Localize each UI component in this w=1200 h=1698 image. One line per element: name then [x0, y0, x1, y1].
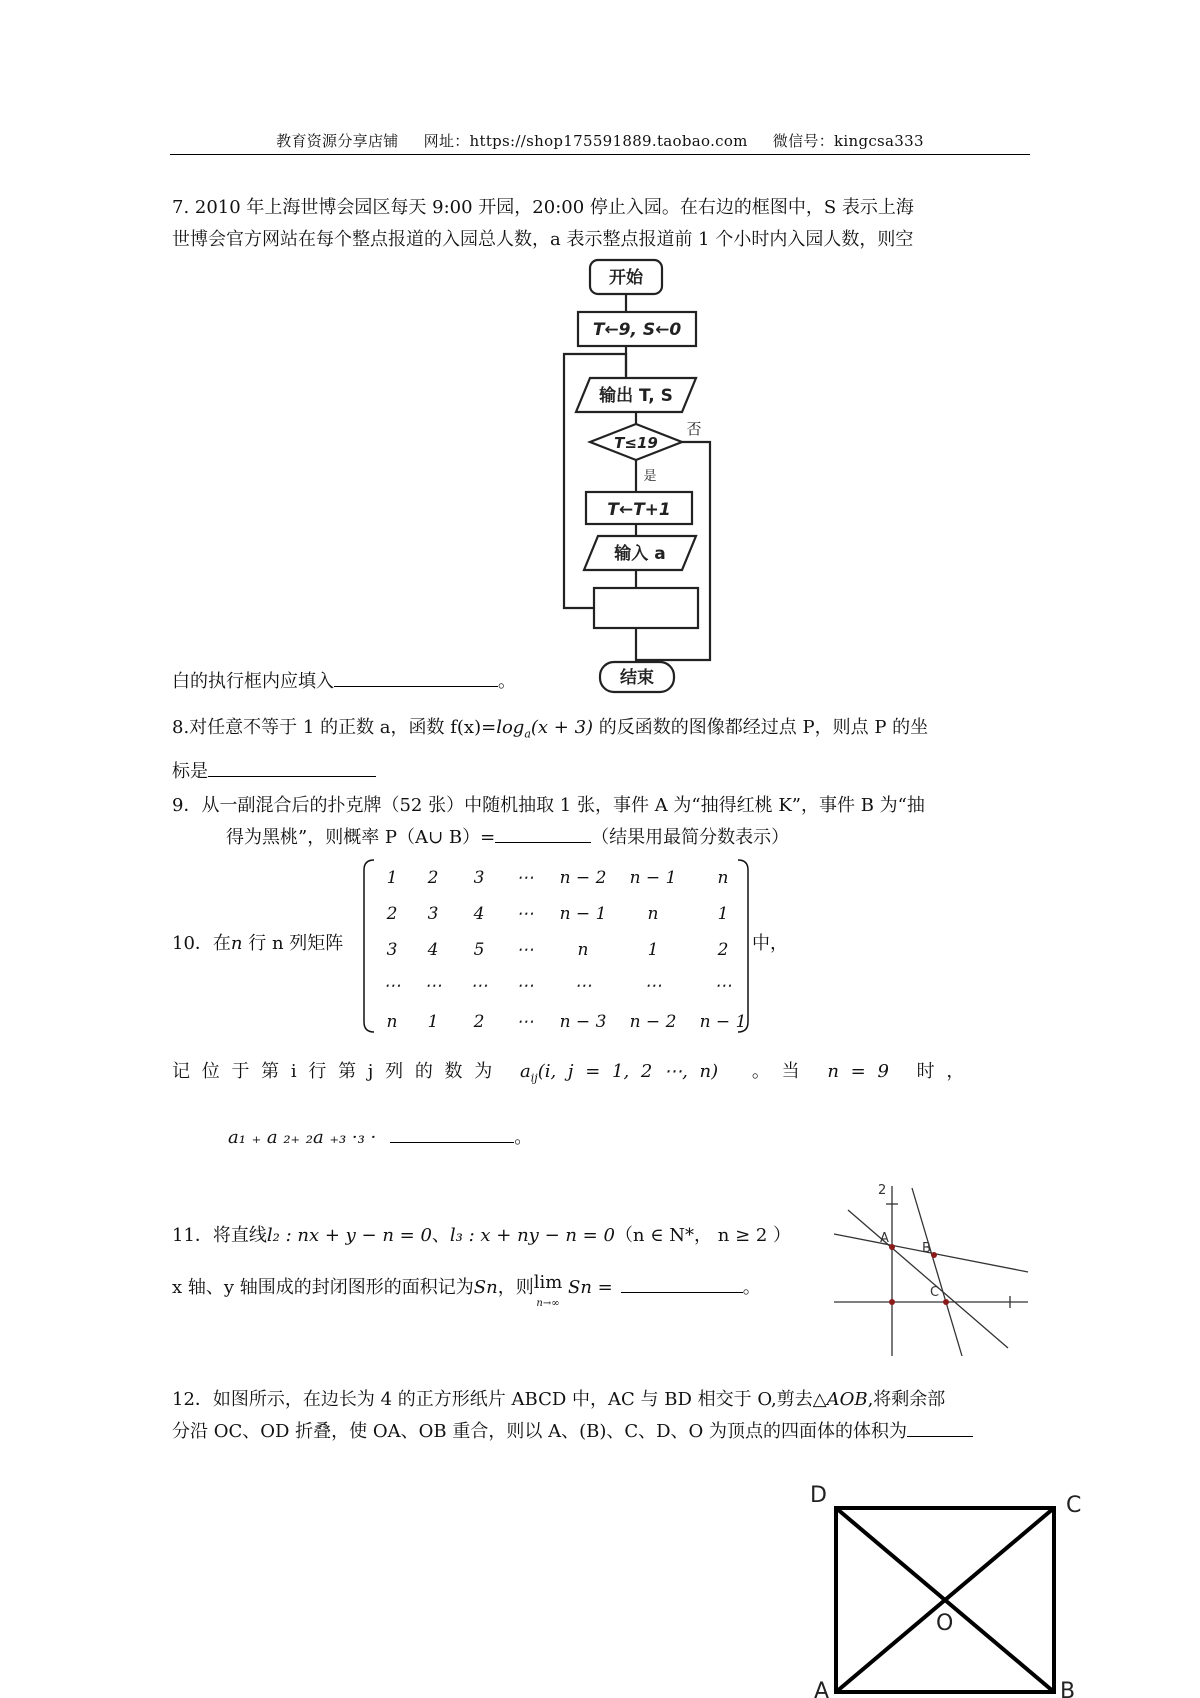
svg-text:A: A [814, 1679, 830, 1698]
header-shop: 教育资源分享店铺 [276, 132, 399, 150]
q11-line1: 11．将直线l₂ : nx + y − n = 0、l₃ : x + ny − n = 0（n ∈ N*， n ≥ 2 ） [172, 1225, 792, 1246]
flow-output-label: 输出 T, S [599, 386, 673, 406]
q10-line3: a₁ ₊ a ₂₊ ₂a ₊₃ ·₃ · 。 [228, 1124, 532, 1152]
q11-answer-blank[interactable] [621, 1274, 743, 1293]
q11-figure [830, 1178, 1030, 1358]
flow-inc-label: T←T+1 [607, 500, 671, 520]
matrix-row: 3 4 5 ⋯ n 1 2 [386, 940, 729, 960]
matrix-row: ⋯ ⋯ ⋯ ⋯ ⋯ ⋯ ⋯ [383, 976, 732, 996]
q7-line1: 7. 2010 年上海世博会园区每天 9:00 开园，20:00 停止入园。在右边的框图中，S 表示上海 [172, 197, 914, 218]
q12-line1: 12．如图所示，在边长为 4 的正方形纸片 ABCD 中，AC 与 BD 相交于 O,剪去△AOB,将剩余部 [172, 1389, 946, 1410]
svg-text:B: B [922, 1241, 931, 1256]
header-wechat: 微信号：kingcsa333 [772, 132, 924, 150]
q8-answer-blank[interactable] [208, 758, 376, 777]
q10-suffix: 中， [752, 933, 788, 954]
svg-text:A: A [880, 1231, 889, 1246]
flow-input-label: 输入 a [614, 544, 666, 564]
matrix-row: n 1 2 ⋯ n − 3 n − 2 n − 1 [386, 1012, 747, 1032]
page-header [0, 130, 1200, 151]
q9-line2: 得为黑桃”，则概率 P（A∪ B）= （结果用最简分数表示） [226, 824, 789, 852]
q9-answer-blank[interactable] [495, 824, 591, 843]
q7-line3: 白的执行框内应填入 。 [172, 668, 516, 696]
matrix-right-bracket [736, 858, 750, 1034]
svg-text:O: O [936, 1611, 954, 1636]
q7-flowchart [550, 254, 730, 694]
q10-prefix: 10．在n 行 n 列矩阵 [172, 933, 344, 954]
q9-line1: 9．从一副混合后的扑克牌（52 张）中随机抽取 1 张，事件 A 为“抽得红桃 K”，事件 B 为“抽 [172, 795, 925, 816]
header-rule [170, 154, 1030, 155]
svg-text:C: C [930, 1285, 940, 1300]
flow-cond-label: T≤19 [614, 434, 658, 452]
line-l1 [848, 1210, 1008, 1348]
svg-text:2: 2 [878, 1183, 887, 1198]
svg-text:C: C [1066, 1493, 1082, 1518]
q10-line2: 记 位 于 第 i 行 第 j 列 的 数 为 $a_{ij}(i$, j = 1, 2 ⋯, n) 。 当 n = 9 时 ， [172, 1061, 965, 1085]
flow-yes-label: 是 [643, 469, 657, 484]
q8-line2: 标是 [172, 758, 376, 786]
q12-answer-blank[interactable] [907, 1418, 973, 1437]
q11-line2: x 轴、y 轴围成的封闭图形的面积记为Sn，则lim n→∞ Sn = 。 [172, 1272, 761, 1309]
q7-answer-blank[interactable] [334, 668, 498, 687]
matrix-row: 1 2 3 ⋯ n − 2 n − 1 n [386, 868, 729, 888]
svg-text:B: B [1060, 1679, 1076, 1698]
flow-no-label: 否 [686, 420, 702, 438]
q7-line2: 世博会官方网站在每个整点报道的入园总人数，a 表示整点报道前 1 个小时内入园人数，则空 [172, 229, 914, 250]
flow-init-label: T←9, S←0 [592, 320, 682, 340]
header-url[interactable]: 网址：https://shop175591889.taobao.com [423, 132, 748, 150]
flow-end-label: 结束 [620, 668, 654, 688]
q12-line2: 分沿 OC、OD 折叠，使 OA、OB 重合，则以 A、(B)、C、D、O 为顶点的四面体的体积为 [172, 1418, 973, 1446]
q8-line1: 8.对任意不等于 1 的正数 a，函数 $f(x)=\log_a(x + 3)$ 的反函数的图像都经过点 P，则点 P 的坐 [172, 717, 929, 741]
matrix-row: 2 3 4 ⋯ n − 1 n 1 [386, 904, 729, 924]
svg-text:D: D [810, 1483, 827, 1508]
flow-blank-box [594, 588, 698, 628]
q10-matrix [374, 860, 758, 1040]
flow-start-label: 开始 [609, 268, 643, 288]
q10-answer-blank[interactable] [390, 1124, 514, 1143]
q12-figure [800, 1480, 1100, 1698]
